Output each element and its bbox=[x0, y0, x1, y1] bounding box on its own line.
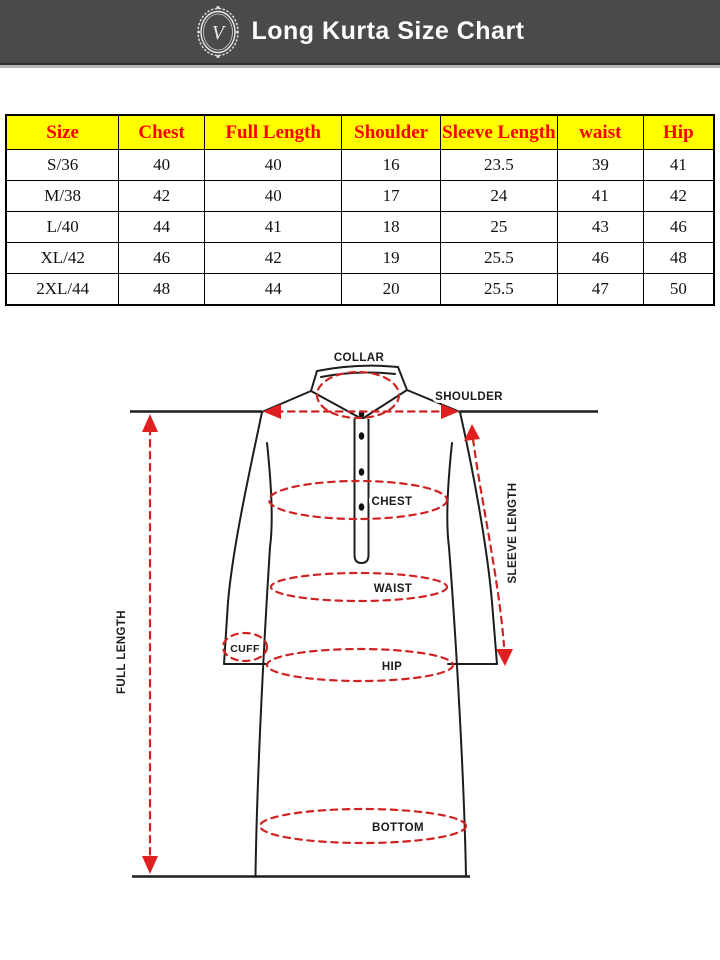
cell-size: S/36 bbox=[6, 150, 119, 181]
shoulder-arrow-left bbox=[263, 404, 281, 419]
size-table bbox=[5, 114, 715, 306]
col-header-sleeve-length: Sleeve Length bbox=[440, 115, 557, 150]
col-header-chest: Chest bbox=[119, 115, 205, 150]
cell-size: M/38 bbox=[6, 181, 119, 212]
cell-sleeve-length: 24 bbox=[440, 181, 557, 212]
sleeve-length-arrow-down bbox=[496, 649, 513, 666]
col-header-waist: waist bbox=[557, 115, 643, 150]
shoulder-arrow-right bbox=[441, 404, 459, 419]
cell-chest: 48 bbox=[119, 274, 205, 306]
cell-sleeve-length: 25 bbox=[440, 212, 557, 243]
cell-full-length: 44 bbox=[204, 274, 342, 306]
table-row-s36 bbox=[6, 150, 714, 181]
sleeve-length-measure-line bbox=[473, 439, 504, 646]
cell-hip: 41 bbox=[643, 150, 714, 181]
hip-label: HIP bbox=[381, 661, 403, 673]
bottom-label: BOTTOM bbox=[371, 822, 425, 834]
cuff-label: CUFF bbox=[230, 643, 260, 655]
hip-measure-ellipse bbox=[267, 649, 453, 681]
shoulder-label: SHOULDER bbox=[435, 391, 503, 403]
cell-shoulder: 16 bbox=[342, 150, 440, 181]
cell-chest: 40 bbox=[119, 150, 205, 181]
cell-size: XL/42 bbox=[6, 243, 119, 274]
ornate-oval-logo-icon bbox=[195, 5, 241, 59]
col-header-hip: Hip bbox=[643, 115, 714, 150]
cell-hip: 50 bbox=[643, 274, 714, 306]
col-header-size: Size bbox=[6, 115, 119, 150]
cell-full-length: 41 bbox=[204, 212, 342, 243]
cell-waist: 39 bbox=[557, 150, 643, 181]
diagram-labels bbox=[116, 352, 519, 834]
waist-label: WAIST bbox=[373, 583, 413, 595]
cell-size: L/40 bbox=[6, 212, 119, 243]
col-header-shoulder: Shoulder bbox=[342, 115, 440, 150]
cell-chest: 42 bbox=[119, 181, 205, 212]
table-row-2xl44 bbox=[6, 274, 714, 306]
cell-hip: 48 bbox=[643, 243, 714, 274]
cell-chest: 46 bbox=[119, 243, 205, 274]
sleeve-length-arrow-up bbox=[464, 424, 480, 441]
cell-chest: 44 bbox=[119, 212, 205, 243]
size-table-header-row bbox=[6, 115, 714, 150]
col-header-full-length: Full Length bbox=[204, 115, 342, 150]
cell-waist: 43 bbox=[557, 212, 643, 243]
full-length-arrow-down bbox=[142, 856, 158, 874]
cell-full-length: 40 bbox=[204, 150, 342, 181]
sleeve-length-label: SLEEVE LENGTH bbox=[507, 482, 519, 584]
cell-full-length: 42 bbox=[204, 243, 342, 274]
cell-shoulder: 18 bbox=[342, 212, 440, 243]
collar-label: COLLAR bbox=[333, 352, 385, 364]
cell-sleeve-length: 25.5 bbox=[440, 274, 557, 306]
cell-full-length: 40 bbox=[204, 181, 342, 212]
placket bbox=[355, 419, 369, 563]
cell-sleeve-length: 23.5 bbox=[440, 150, 557, 181]
measurement-annotations bbox=[142, 372, 513, 874]
cell-hip: 46 bbox=[643, 212, 714, 243]
waist-measure-ellipse bbox=[271, 573, 447, 601]
cell-shoulder: 17 bbox=[342, 181, 440, 212]
cell-size: 2XL/44 bbox=[6, 274, 119, 306]
table-row-l40 bbox=[6, 212, 714, 243]
page-title: Long Kurta Size Chart bbox=[251, 17, 525, 45]
svg-text:V: V bbox=[212, 21, 225, 44]
header-bar bbox=[0, 0, 720, 63]
full-length-arrow-up bbox=[142, 414, 158, 432]
chest-label: CHEST bbox=[371, 496, 413, 508]
header-divider bbox=[0, 63, 720, 68]
cell-sleeve-length: 25.5 bbox=[440, 243, 557, 274]
cell-shoulder: 19 bbox=[342, 243, 440, 274]
cell-shoulder: 20 bbox=[342, 274, 440, 306]
table-row-xl42 bbox=[6, 243, 714, 274]
cell-hip: 42 bbox=[643, 181, 714, 212]
cell-waist: 47 bbox=[557, 274, 643, 306]
table-row-m38 bbox=[6, 181, 714, 212]
cell-waist: 41 bbox=[557, 181, 643, 212]
kurta-outline bbox=[224, 366, 497, 876]
full-length-label: FULL LENGTH bbox=[116, 609, 128, 695]
cell-waist: 46 bbox=[557, 243, 643, 274]
bottom-measure-ellipse bbox=[260, 809, 466, 843]
kurta-measurement-diagram bbox=[0, 340, 720, 900]
